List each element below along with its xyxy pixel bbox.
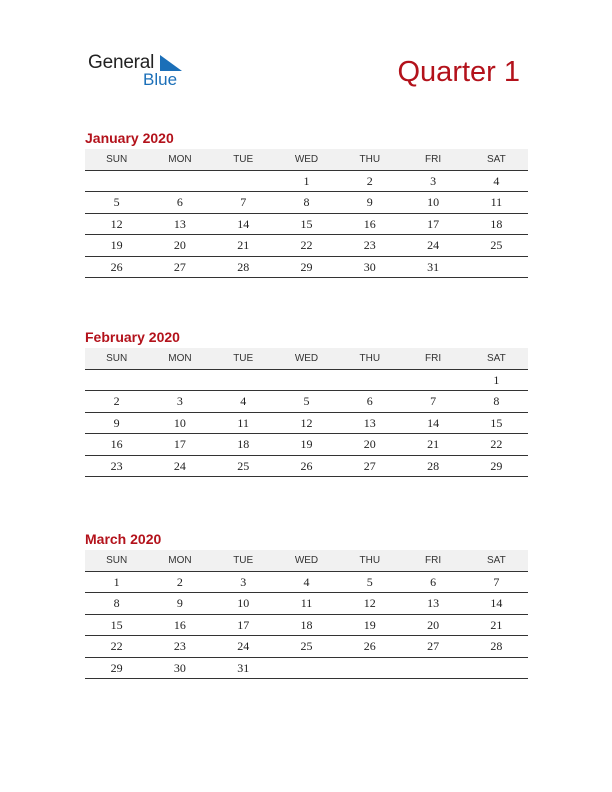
day-cell: 13 bbox=[427, 596, 440, 611]
day-cell: 26 bbox=[300, 458, 313, 473]
day-cell: 27 bbox=[427, 639, 440, 654]
day-cell: 26 bbox=[110, 259, 123, 274]
day-cell: 30 bbox=[173, 660, 186, 675]
week-row bbox=[85, 572, 528, 593]
day-cell: 20 bbox=[427, 617, 440, 632]
day-cell: 10 bbox=[173, 415, 186, 430]
day-cell: 23 bbox=[363, 238, 376, 253]
weekday-label: SUN bbox=[106, 353, 128, 364]
day-cell: 7 bbox=[240, 195, 247, 210]
day-cell bbox=[148, 370, 211, 391]
day-cell bbox=[212, 370, 275, 391]
day-cell: 2 bbox=[176, 575, 183, 589]
day-cell: 16 bbox=[110, 437, 123, 452]
weekday-label: MON bbox=[168, 555, 192, 566]
weekday-label: THU bbox=[359, 555, 381, 566]
month-calendar-february bbox=[85, 328, 528, 477]
week-row bbox=[85, 171, 528, 192]
week-row bbox=[85, 434, 528, 455]
week-row bbox=[85, 370, 528, 391]
day-cell: 20 bbox=[173, 238, 186, 253]
day-cell: 5 bbox=[303, 394, 310, 409]
month-title: March 2020 bbox=[85, 531, 162, 547]
generalblue-logo bbox=[88, 52, 198, 92]
day-cell: 11 bbox=[300, 596, 313, 611]
weekday-label: MON bbox=[168, 353, 192, 364]
day-cell: 24 bbox=[427, 238, 440, 253]
week-row bbox=[85, 658, 528, 679]
day-cell: 24 bbox=[237, 639, 250, 654]
day-cell: 18 bbox=[300, 617, 313, 632]
day-cell bbox=[401, 658, 464, 679]
day-cell: 3 bbox=[430, 174, 437, 188]
logo-text-blue: Blue bbox=[143, 70, 178, 89]
day-cell bbox=[338, 370, 401, 391]
day-cell: 14 bbox=[237, 216, 250, 231]
day-cell bbox=[401, 370, 464, 391]
day-cell: 24 bbox=[173, 458, 186, 473]
day-cell: 21 bbox=[237, 238, 250, 253]
day-cell: 2 bbox=[113, 394, 120, 409]
month-title: February 2020 bbox=[85, 329, 180, 345]
day-cell: 27 bbox=[173, 259, 186, 274]
day-cell: 6 bbox=[366, 394, 373, 409]
weekday-label: WED bbox=[294, 353, 319, 364]
week-row bbox=[85, 257, 528, 278]
day-cell: 21 bbox=[427, 437, 440, 452]
day-cell: 12 bbox=[300, 415, 313, 430]
day-cell: 12 bbox=[110, 216, 123, 231]
day-cell: 3 bbox=[176, 394, 183, 409]
weekday-label: WED bbox=[294, 154, 319, 165]
day-cell: 28 bbox=[490, 639, 503, 654]
day-cell: 22 bbox=[490, 437, 503, 452]
day-cell: 5 bbox=[113, 195, 120, 210]
day-cell: 26 bbox=[363, 639, 376, 654]
week-row bbox=[85, 391, 528, 412]
day-cell: 4 bbox=[493, 174, 500, 188]
month-title: January 2020 bbox=[85, 130, 174, 146]
weekday-label: TUE bbox=[233, 555, 254, 566]
week-row bbox=[85, 235, 528, 256]
day-cell: 25 bbox=[490, 238, 503, 253]
day-cell bbox=[338, 658, 401, 679]
day-cell: 9 bbox=[366, 195, 373, 210]
day-cell bbox=[275, 658, 338, 679]
day-cell: 22 bbox=[110, 639, 123, 654]
day-cell: 14 bbox=[427, 415, 440, 430]
day-cell: 16 bbox=[363, 216, 376, 231]
weekday-header-row bbox=[85, 550, 528, 572]
day-cell: 4 bbox=[303, 575, 310, 589]
weekday-label: SUN bbox=[106, 154, 128, 165]
day-cell: 6 bbox=[176, 195, 183, 210]
day-cell: 3 bbox=[240, 575, 247, 589]
day-cell bbox=[212, 171, 275, 192]
day-cell: 19 bbox=[110, 238, 123, 253]
day-cell: 22 bbox=[300, 238, 313, 253]
day-cell: 6 bbox=[430, 575, 437, 589]
weekday-label: FRI bbox=[425, 555, 442, 566]
day-cell: 13 bbox=[173, 216, 186, 231]
day-cell: 29 bbox=[110, 660, 123, 675]
weekday-header-row bbox=[85, 149, 528, 171]
weekday-label: TUE bbox=[233, 353, 254, 364]
day-cell: 8 bbox=[303, 195, 310, 210]
day-cell: 7 bbox=[493, 575, 500, 589]
day-cell: 7 bbox=[430, 394, 437, 409]
day-cell: 21 bbox=[490, 617, 503, 632]
day-cell bbox=[85, 370, 148, 391]
day-cell: 10 bbox=[237, 596, 250, 611]
weekday-label: SAT bbox=[486, 555, 506, 566]
week-row bbox=[85, 636, 528, 657]
weekday-label: SAT bbox=[486, 154, 506, 165]
day-cell bbox=[465, 257, 528, 278]
day-cell: 1 bbox=[113, 575, 120, 589]
day-cell: 23 bbox=[110, 458, 123, 473]
week-row bbox=[85, 214, 528, 235]
logo-text-general: General bbox=[88, 52, 155, 73]
day-cell: 13 bbox=[363, 415, 376, 430]
day-cell: 16 bbox=[173, 617, 186, 632]
weekday-label: TUE bbox=[233, 154, 254, 165]
day-cell bbox=[275, 370, 338, 391]
day-cell: 17 bbox=[237, 617, 250, 632]
day-cell: 19 bbox=[363, 617, 376, 632]
day-cell: 28 bbox=[237, 259, 250, 274]
day-cell: 30 bbox=[363, 259, 376, 274]
week-row bbox=[85, 456, 528, 477]
day-cell: 28 bbox=[427, 458, 440, 473]
week-row bbox=[85, 413, 528, 434]
month-calendar-march bbox=[85, 530, 528, 679]
day-cell: 12 bbox=[363, 596, 376, 611]
day-cell bbox=[465, 658, 528, 679]
day-cell: 17 bbox=[427, 216, 440, 231]
day-cell: 25 bbox=[300, 639, 313, 654]
page-title: Quarter 1 bbox=[397, 56, 520, 88]
day-cell: 15 bbox=[490, 415, 503, 430]
weekday-label: THU bbox=[359, 154, 381, 165]
weekday-label: SUN bbox=[106, 555, 128, 566]
day-cell: 19 bbox=[300, 437, 313, 452]
day-cell: 29 bbox=[300, 259, 313, 274]
day-cell: 20 bbox=[363, 437, 376, 452]
week-row bbox=[85, 192, 528, 213]
day-cell: 31 bbox=[237, 660, 250, 675]
day-cell: 31 bbox=[427, 259, 440, 274]
day-cell: 25 bbox=[237, 458, 250, 473]
day-cell: 11 bbox=[490, 195, 503, 210]
day-cell: 23 bbox=[173, 639, 186, 654]
day-cell: 5 bbox=[366, 575, 373, 589]
day-cell: 29 bbox=[490, 458, 503, 473]
day-cell bbox=[85, 171, 148, 192]
day-cell: 18 bbox=[490, 216, 503, 231]
day-cell: 8 bbox=[493, 394, 500, 409]
day-cell: 2 bbox=[366, 174, 373, 188]
week-row bbox=[85, 615, 528, 636]
day-cell: 4 bbox=[240, 394, 247, 409]
weekday-header-row bbox=[85, 348, 528, 370]
day-cell bbox=[148, 171, 211, 192]
day-cell: 17 bbox=[173, 437, 186, 452]
weekday-label: SAT bbox=[486, 353, 506, 364]
week-row bbox=[85, 593, 528, 614]
day-cell: 15 bbox=[300, 216, 313, 231]
weekday-label: THU bbox=[359, 353, 381, 364]
day-cell: 18 bbox=[237, 437, 250, 452]
logo-triangle-icon bbox=[160, 55, 182, 71]
day-cell: 8 bbox=[113, 596, 120, 611]
day-cell: 14 bbox=[490, 596, 503, 611]
month-calendar-january bbox=[85, 129, 528, 278]
day-cell: 27 bbox=[363, 458, 376, 473]
day-cell: 9 bbox=[176, 596, 183, 611]
day-cell: 11 bbox=[237, 415, 249, 430]
day-cell: 15 bbox=[110, 617, 123, 632]
day-cell: 9 bbox=[113, 415, 120, 430]
day-cell: 10 bbox=[427, 195, 440, 210]
weekday-label: WED bbox=[294, 555, 319, 566]
weekday-label: MON bbox=[168, 154, 192, 165]
day-cell: 1 bbox=[303, 174, 310, 188]
day-cell: 1 bbox=[493, 373, 500, 387]
weekday-label: FRI bbox=[425, 154, 442, 165]
weekday-label: FRI bbox=[425, 353, 442, 364]
